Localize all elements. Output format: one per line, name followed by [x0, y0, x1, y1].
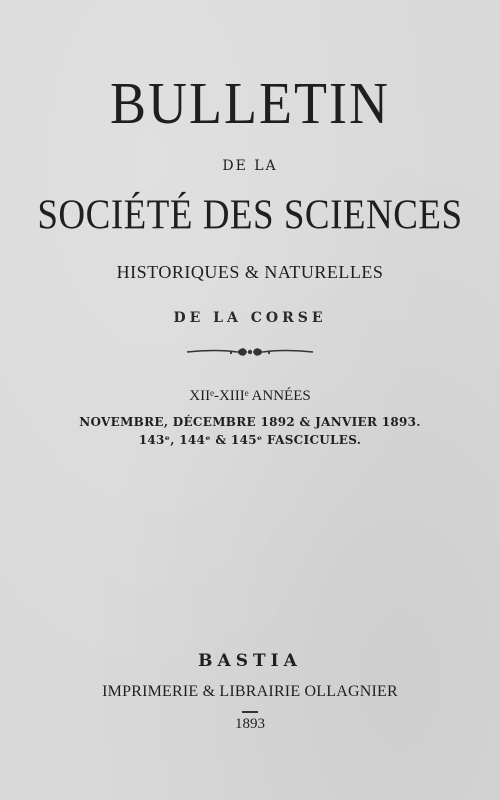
- fascicules-line: 143ᵉ, 144ᵉ & 145ᵉ FASCICULES.: [138, 433, 362, 447]
- city-name: BASTIA: [198, 651, 302, 671]
- printer-name: IMPRIMERIE & LIBRAIRIE OLLAGNIER: [102, 683, 398, 700]
- de-la-text: DE LA: [222, 158, 278, 174]
- ornament-divider-icon: [0, 344, 500, 360]
- society-name: SOCIÉTÉ DES SCIENCES: [37, 191, 463, 240]
- divider-dash: [242, 711, 258, 713]
- years-line: XIIᵉ-XIIIᵉ ANNÉES: [189, 388, 311, 404]
- society-subtitle: HISTORIQUES & NATURELLES: [116, 262, 384, 282]
- bulletin-title: BULLETIN: [110, 69, 390, 136]
- region-text: DE LA CORSE: [173, 310, 327, 326]
- dates-line: NOVEMBRE, DÉCEMBRE 1892 & JANVIER 1893.: [79, 415, 421, 429]
- publication-year: 1893: [235, 716, 265, 732]
